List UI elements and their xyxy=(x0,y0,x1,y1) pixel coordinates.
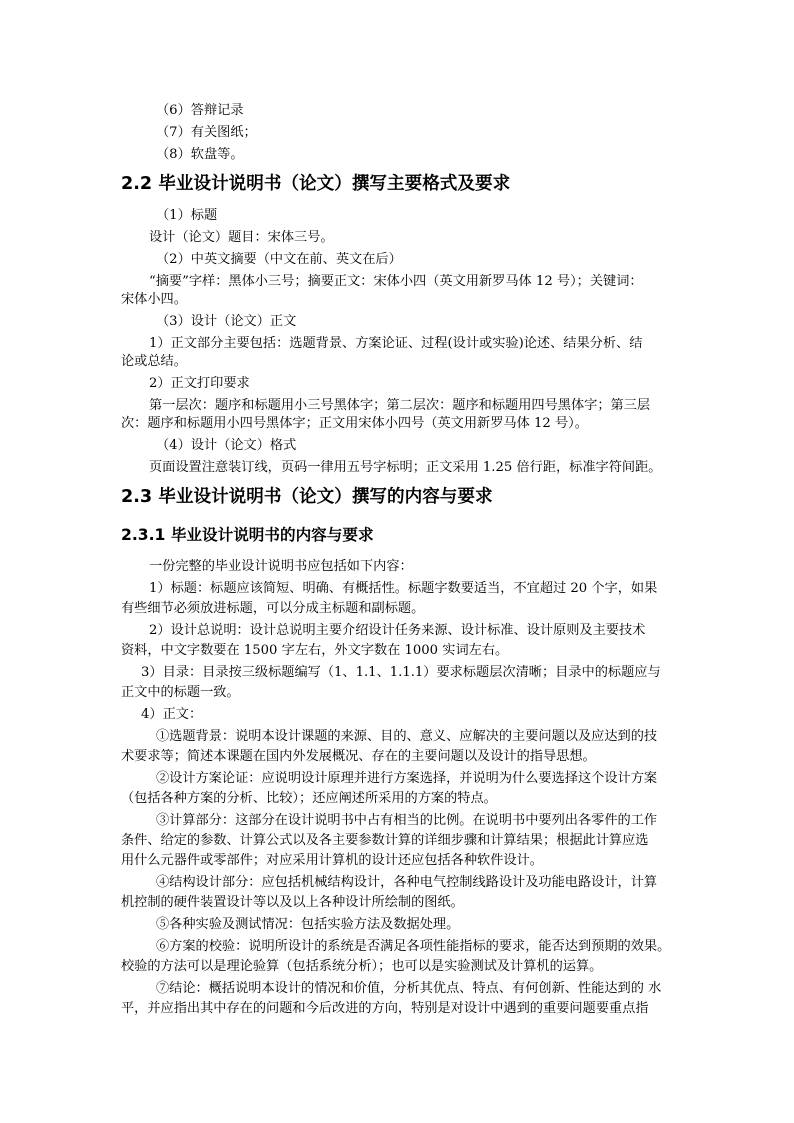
list-item-floppy: （8）软盘等。 xyxy=(156,147,244,162)
para-line: 校验的方法可以是理论验算（包括系统分析）；也可以是实验测试及计算机的运算。 xyxy=(121,959,603,974)
para-line: 次：题序和标题用小四号黑体字；正文用宋体小四号（英文用新罗马体 12 号）。 xyxy=(121,416,588,431)
para-line: 条件、给定的参数、计算公式以及各主要参数计算的详细步骤和计算结果；根据此计算应选 xyxy=(121,833,649,848)
para-line: 页面设置注意装订线，页码一律用五号字标明；正文采用 1.25 倍行距，标准字符间距。 xyxy=(149,460,662,475)
para-line: 2）正文打印要求 xyxy=(149,376,250,391)
para-line: ①选题背景：说明本设计课题的来源、目的、意义、应解决的主要问题以及应达到的技 xyxy=(156,729,658,744)
para-line: 一份完整的毕业设计说明书应包括如下内容： xyxy=(149,559,413,574)
para-line: 第一层次：题序和标题用小三号黑体字；第二层次：题序和标题用四号黑体字；第三层 xyxy=(149,398,651,413)
para-line: ⑦结论：概括说明本设计的情况和价值，分析其优点、特点、有何创新、性能达到的 水 xyxy=(156,981,662,996)
para-line: ⑥方案的校验：说明所设计的系统是否满足各项性能指标的要求，能否达到预期的效果。 xyxy=(156,939,671,954)
list-item-drawings: （7）有关图纸； xyxy=(156,125,257,140)
subsection-heading-2-3-1: 2.3.1 毕业设计说明书的内容与要求 xyxy=(121,526,374,544)
para-line: 论或总结。 xyxy=(121,354,187,369)
para-line: “摘要”字样：黑体小三号；摘要正文：宋体小四（英文用新罗马体 12 号）；关键词： xyxy=(149,274,643,289)
para-line: （2）中英文摘要（中文在前、英文在后） xyxy=(156,252,402,267)
list-item-defense-record: （6）答辩记录 xyxy=(156,103,244,118)
para-line: 机控制的硬件装置设计等以及以上各种设计所绘制的图纸。 xyxy=(121,895,464,910)
para-line: 4）正文： xyxy=(141,707,203,722)
para-line: （4）设计（论文）格式 xyxy=(156,438,297,453)
para-line: 资料，中文字数要在 1500 字左右，外文字数在 1000 实词左右。 xyxy=(121,643,509,658)
para-line: 平，并应指出其中存在的问题和今后改进的方向，特别是对设计中遇到的重要问题要重点指 xyxy=(121,1001,649,1016)
section-heading-2-3: 2.3 毕业设计说明书（论文）撰写的内容与要求 xyxy=(121,487,493,507)
para-line: ④结构设计部分：应包括机械结构设计，各种电气控制线路设计及功能电路设计，计算 xyxy=(156,875,658,890)
para-line: 2）设计总说明：设计总说明主要介绍设计任务来源、设计标准、设计原则及主要技术 xyxy=(149,623,646,638)
para-line: 宋体小四。 xyxy=(121,292,187,307)
para-line: ⑤各种实验及测试情况：包括实验方法及数据处理。 xyxy=(156,917,460,932)
para-line: ③计算部分：这部分在设计说明书中占有相当的比例。在说明书中要列出各零件的工作 xyxy=(156,813,658,828)
para-line: 有些细节必须放进标题，可以分成主标题和副标题。 xyxy=(121,601,425,616)
para-line: 1）正文部分主要包括：选题背景、方案论证、过程(设计或实验)论述、结果分析、结 xyxy=(149,336,643,351)
para-line: ②设计方案论证：应说明设计原理并进行方案选择，并说明为什么要选择这个设计方案 xyxy=(156,771,658,786)
para-line: （3）设计（论文）正文 xyxy=(156,314,297,329)
para-line: 用什么元器件或零部件；对应采用计算机的设计还应包括各种软件设计。 xyxy=(121,853,543,868)
section-heading-2-2: 2.2 毕业设计说明书（论文）撰写主要格式及要求 xyxy=(121,174,511,194)
para-line: （1）标题 xyxy=(156,208,218,223)
para-line: 正文中的标题一致。 xyxy=(121,685,240,700)
para-line: 术要求等；简述本课题在国内外发展概况、存在的主要问题以及设计的指导思想。 xyxy=(121,749,596,764)
para-line: 1）标题：标题应该简短、明确、有概括性。标题字数要适当，不宜超过 20 个字，如果 xyxy=(149,581,658,596)
para-line: 3）目录：目录按三级标题编写（1、1.1、1.1.1）要求标题层次清晰；目录中的标题应与 xyxy=(141,665,661,680)
para-line: （包括各种方案的分析、比较）；还应阐述所采用的方案的特点。 xyxy=(121,791,497,806)
para-line: 设计（论文）题目：宋体三号。 xyxy=(149,230,334,245)
